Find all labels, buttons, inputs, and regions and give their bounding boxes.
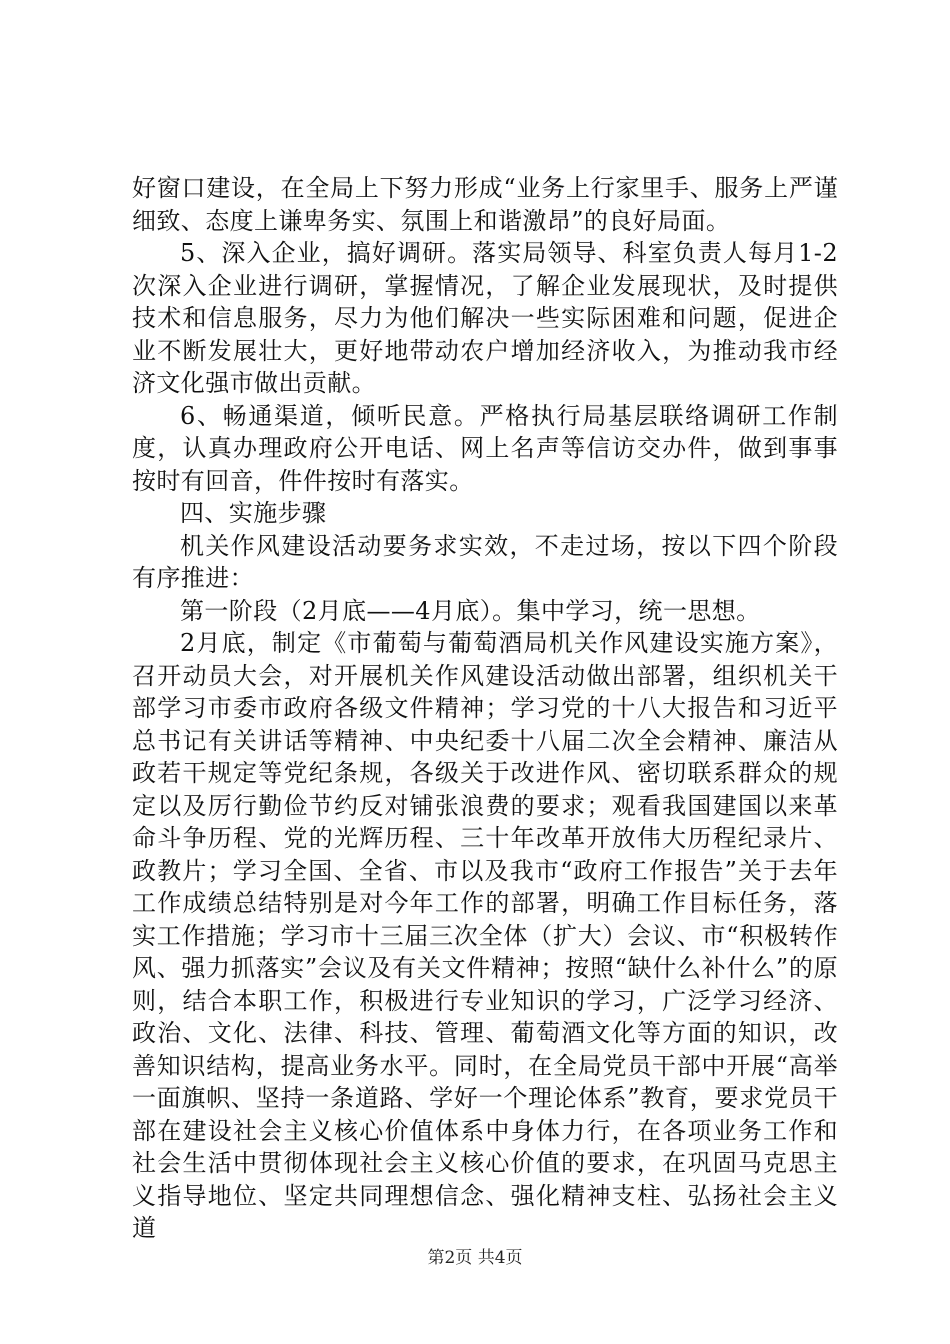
paragraph-steps-intro: 机关作风建设活动要务求实效，不走过场，按以下四个阶段有序推进： <box>132 531 838 592</box>
paragraph-item-5: 5、深入企业，搞好调研。落实局领导、科室负责人每月1-2次深入企业进行调研，掌握情况，了解企业发展现状，及时提供技术和信息服务，尽力为他们解决一些实际困难和问题，促进企业不断发展壮大，更好地带动农户增加经济收入，为推动我市经济文化强市做出贡献。 <box>132 239 838 397</box>
paragraph-continuation: 好窗口建设，在全局上下努力形成“业务上行家里手、服务上严谨细致、态度上谦卑务实、氛围上和谐激昂”的良好局面。 <box>132 174 838 235</box>
paragraph-stage-one: 第一阶段（2月底——4月底）。集中学习，统一思想。 <box>180 596 761 625</box>
section-heading-steps: 四、实施步骤 <box>180 499 327 527</box>
page-footer: 第2页 共4页 <box>427 1248 523 1268</box>
paragraph-stage-one-detail: 2月底，制定《市葡萄与葡萄酒局机关作风建设实施方案》，召开动员大会，对开展机关作风建设活动做出部署，组织机关干部学习市委市政府各级文件精神；学习党的十八大报告和习近平总书记有关讲话等精神、中央纪委十八届二次全会精神、廉洁从政若干规定等党纪条规，各级关于改进作风、密切联系群众的规定以及厉行勤俭节约反对铺张浪费的要求；观看我国建国以来革命斗争历程、党的光辉历程、三十年改革开放伟大历程纪录片、政教片；学习全国、全省、市以及我市“政府工作报告”关于去年工作成绩总结特别是对今年工作的部署，明确工作目标任务，落实工作措施；学习市十三届三次全体（扩大）会议、市“积极转作风、强力抓落实”会议及有关文件精神；按照“缺什么补什么”的原则，结合本职工作，积极进行专业知识的学习，广泛学习经济、政治、文化、法律、科技、管理、葡萄酒文化等方面的知识，改善知识结构，提高业务水平。同时，在全局党员干部中开展“高举一面旗帜、坚持一条道路、学好一个理论体系”教育，要求党员干部在建设社会主义核心价值体系中身体力行，在各项业务工作和社会生活中贯彻体现社会主义核心价值的要求，在巩固马克思主义指导地位、坚定共同理想信念、强化精神支柱、弘扬社会主义道 <box>132 629 838 1242</box>
paragraph-item-6: 6、畅通渠道，倾听民意。严格执行局基层联络调研工作制度，认真办理政府公开电话、网上名声等信访交办件，做到事事按时有回音，件件按时有落实。 <box>132 401 838 495</box>
document-body <box>132 172 838 1245</box>
